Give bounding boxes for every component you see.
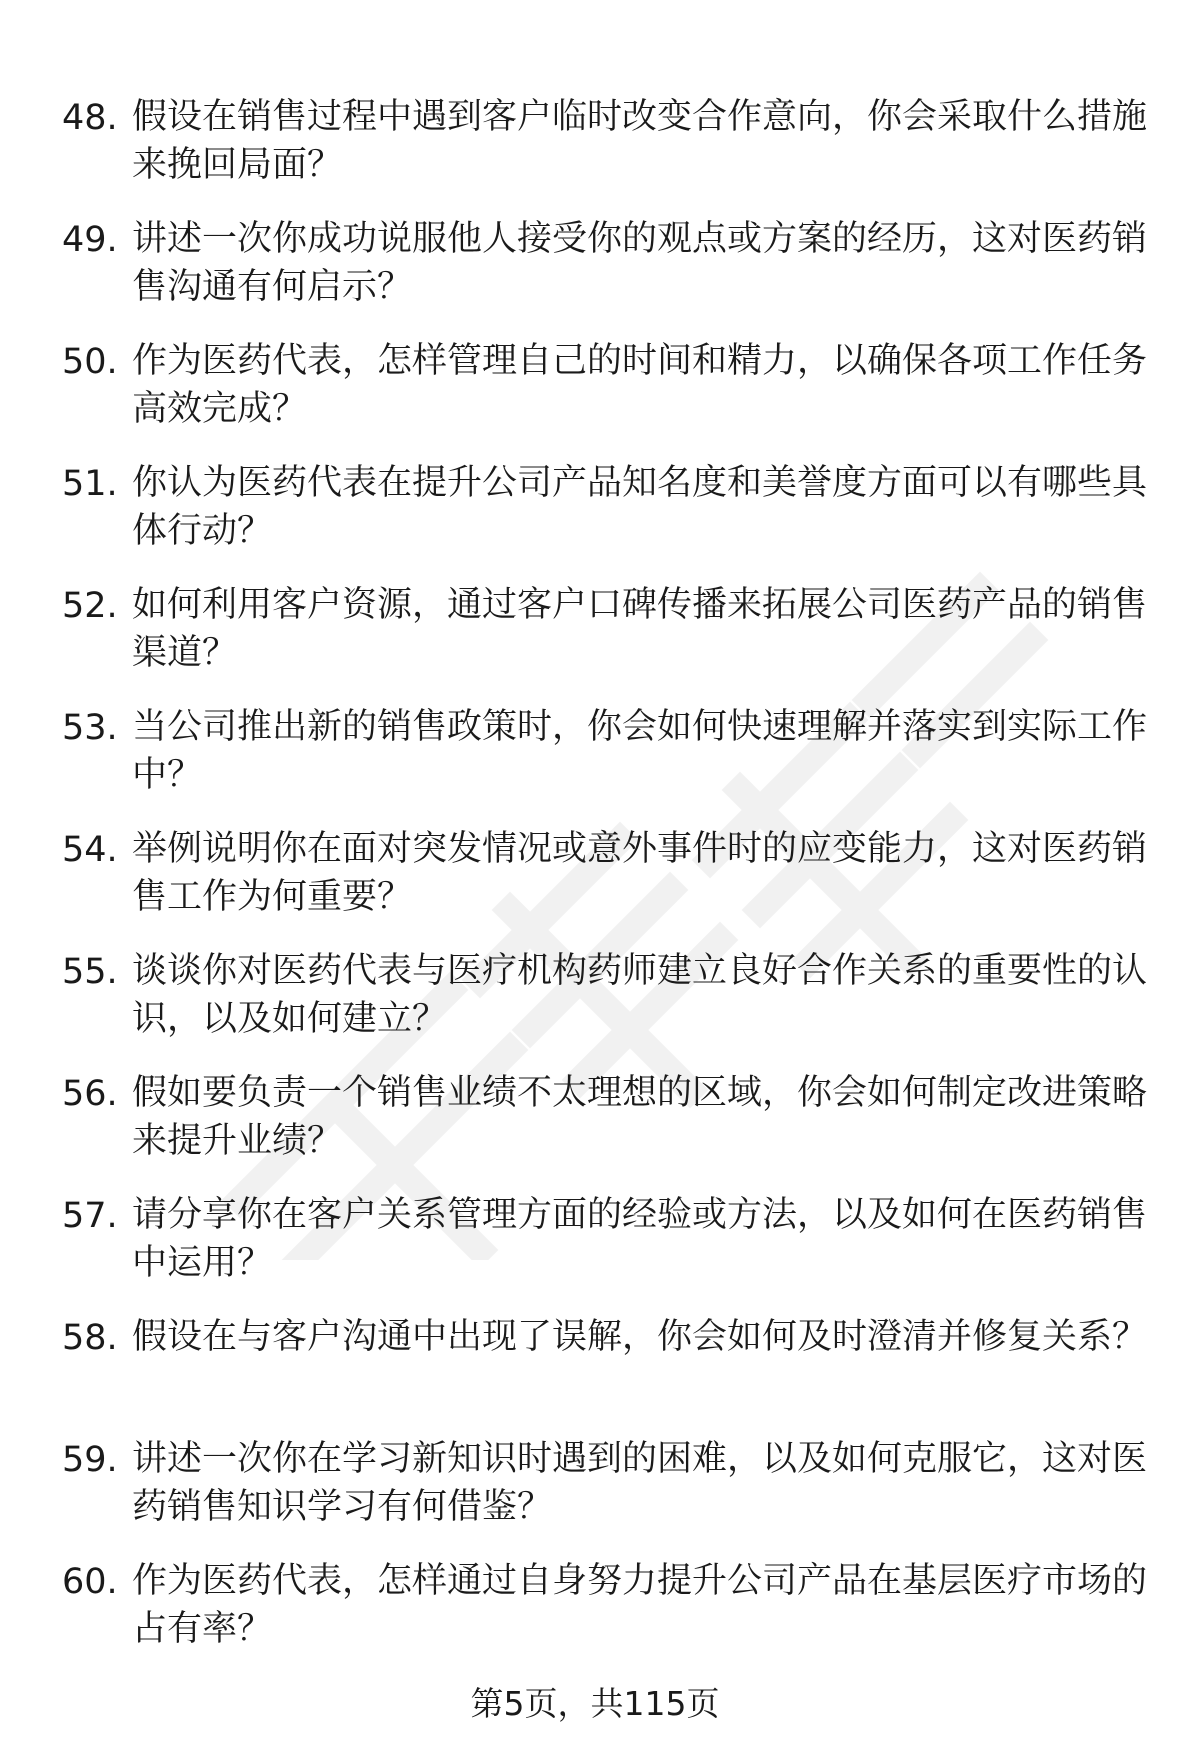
question-text: 讲述一次你成功说服他人接受你的观点或方案的经历，这对医药销售沟通有何启示？ [132,219,1148,307]
question-number: 48. [62,98,118,138]
question-item [0,939,1190,1061]
question-number: 57. [62,1196,118,1236]
question-item [0,451,1190,573]
question-number: 50. [62,342,118,382]
question-item [0,329,1190,451]
question-text: 当公司推出新的销售政策时，你会如何快速理解并落实到实际工作中？ [132,707,1148,795]
question-item [0,1549,1190,1671]
question-number: 54. [62,830,118,870]
question-text: 谈谈你对医药代表与医疗机构药师建立良好合作关系的重要性的认识，以及如何建立？ [132,951,1148,1039]
question-item [0,1061,1190,1183]
question-list [0,85,1190,1671]
question-text: 假设在与客户沟通中出现了误解，你会如何及时澄清并修复关系？ [132,1317,1148,1357]
question-number: 52. [62,586,118,626]
question-number: 56. [62,1074,118,1114]
question-item [0,85,1190,207]
question-text: 举例说明你在面对突发情况或意外事件时的应变能力，这对医药销售工作为何重要？ [132,829,1148,917]
question-item [0,1427,1190,1549]
question-number: 58. [62,1318,118,1358]
question-number: 55. [62,952,118,992]
question-number: 60. [62,1562,118,1602]
question-item [0,573,1190,695]
question-item [0,1183,1190,1305]
question-number: 59. [62,1440,118,1480]
question-text: 请分享你在客户关系管理方面的经验或方法，以及如何在医药销售中运用？ [132,1195,1148,1283]
question-text: 你认为医药代表在提升公司产品知名度和美誉度方面可以有哪些具体行动？ [132,463,1148,551]
question-item [0,207,1190,329]
question-text: 作为医药代表，怎样通过自身努力提升公司产品在基层医疗市场的占有率？ [132,1561,1148,1649]
question-item [0,695,1190,817]
page-footer: 第5页，共115页 [470,1684,720,1723]
question-number: 49. [62,220,118,260]
question-text: 作为医药代表，怎样管理自己的时间和精力，以确保各项工作任务高效完成？ [132,341,1148,429]
question-text: 假设在销售过程中遇到客户临时改变合作意向，你会采取什么措施来挽回局面？ [132,97,1148,185]
question-item [0,817,1190,939]
question-text: 如何利用客户资源，通过客户口碑传播来拓展公司医药产品的销售渠道？ [132,585,1148,673]
question-number: 53. [62,708,118,748]
question-item [0,1305,1190,1427]
question-number: 51. [62,464,118,504]
question-text: 假如要负责一个销售业绩不太理想的区域，你会如何制定改进策略来提升业绩？ [132,1073,1148,1161]
question-text: 讲述一次你在学习新知识时遇到的困难，以及如何克服它，这对医药销售知识学习有何借鉴？ [132,1439,1148,1527]
